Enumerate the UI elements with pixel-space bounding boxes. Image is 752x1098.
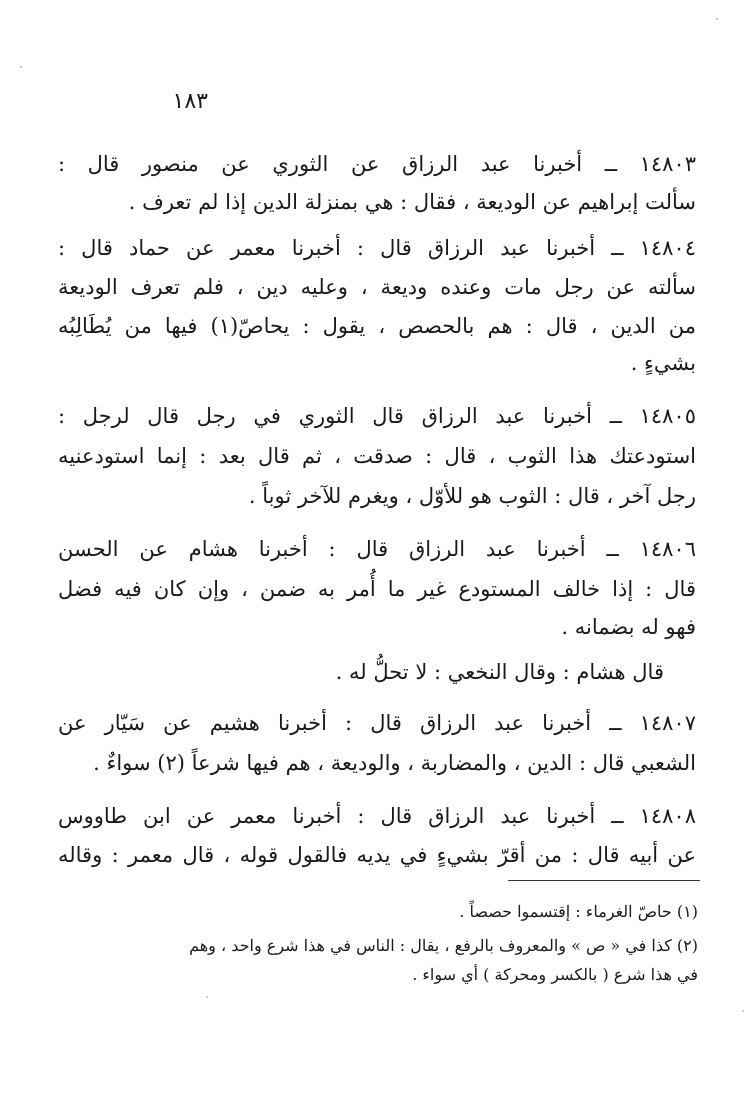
paragraph-14803-line-1: ١٤٨٠٣ ــ أخبرنا عبد الرزاق عن الثوري عن منصور قال :	[58, 152, 696, 176]
paragraph-14807-line-1: ١٤٨٠٧ ــ أخبرنا عبد الرزاق قال : أخبرنا هشيم عن سَيّار عن	[58, 711, 696, 735]
paragraph-14807-line-2: الشعبي قال : الدين ، والمضاربة ، والوديعة ، هم فيها شرعاً (٢) سواءٌ .	[93, 751, 696, 775]
hisham-line: قال هشام : وقال النخعي : لا تحلُّ له .	[335, 660, 664, 684]
paragraph-14803-line-2: سألت إبراهيم عن الوديعة ، فقال : هي بمنزلة الدين إذا لم تعرف .	[128, 190, 696, 214]
paragraph-14806-line-2: قال : إذا خالف المستودع غير ما أُمر به ضمن ، وإن كان فيه فضل	[58, 577, 696, 601]
page-number: ١٨٣	[172, 89, 208, 114]
scan-speck	[20, 66, 22, 68]
paragraph-14805-line-1: ١٤٨٠٥ ــ أخبرنا عبد الرزاق قال الثوري في رجل قال لرجل :	[58, 404, 696, 428]
paragraph-14808-line-2: عن أبيه قال : من أقرّ بشيءٍ في يديه فالقول قوله ، قال معمر : وقاله	[58, 843, 696, 867]
paragraph-14804-line-2: سألته عن رجل مات وعنده وديعة ، وعليه دين ، فلم تعرف الوديعة	[58, 275, 696, 299]
paragraph-14806-line-1: ١٤٨٠٦ ــ أخبرنا عبد الرزاق قال : أخبرنا هشام عن الحسن	[58, 537, 696, 561]
footnote-1: (١) حاصّ الغرماء : إقتسموا حصصاً .	[459, 902, 698, 921]
footnote-2-line-2: في هذا شرع ( بالكسر ومحركة ) أي سواء .	[412, 965, 698, 984]
paragraph-14804-line-4: بشيءٍ .	[630, 351, 696, 375]
paragraph-14805-line-3: رجل آخر ، قال : الثوب هو للأوّل ، ويغرم للآخر ثوباً .	[248, 484, 696, 508]
scan-speck	[716, 18, 718, 20]
scan-speck	[742, 1010, 744, 1012]
footnote-2-line-1: (٢) كذا في « ص » والمعروف بالرفع ، يقال : الناس في هذا شرع واحد ، وهم	[189, 936, 698, 955]
paragraph-14808-line-1: ١٤٨٠٨ ــ أخبرنا عبد الرزاق قال : أخبرنا معمر عن ابن طاووس	[58, 804, 696, 828]
paragraph-14804-line-1: ١٤٨٠٤ ــ أخبرنا عبد الرزاق قال : أخبرنا معمر عن حماد قال :	[58, 236, 696, 260]
paragraph-14805-line-2: استودعتك هذا الثوب ، قال : صدقت ، ثم قال بعد : إنما استودعنيه	[58, 444, 696, 468]
footnote-divider	[508, 880, 700, 881]
scan-speck	[206, 996, 208, 998]
paragraph-14804-line-3: من الدين ، قال : هم بالحصص ، يقول : يحاصّ(١) فيها من يُطَالِبُه	[58, 314, 696, 338]
paragraph-14806-line-3: فهو له بضمانه .	[561, 615, 696, 639]
